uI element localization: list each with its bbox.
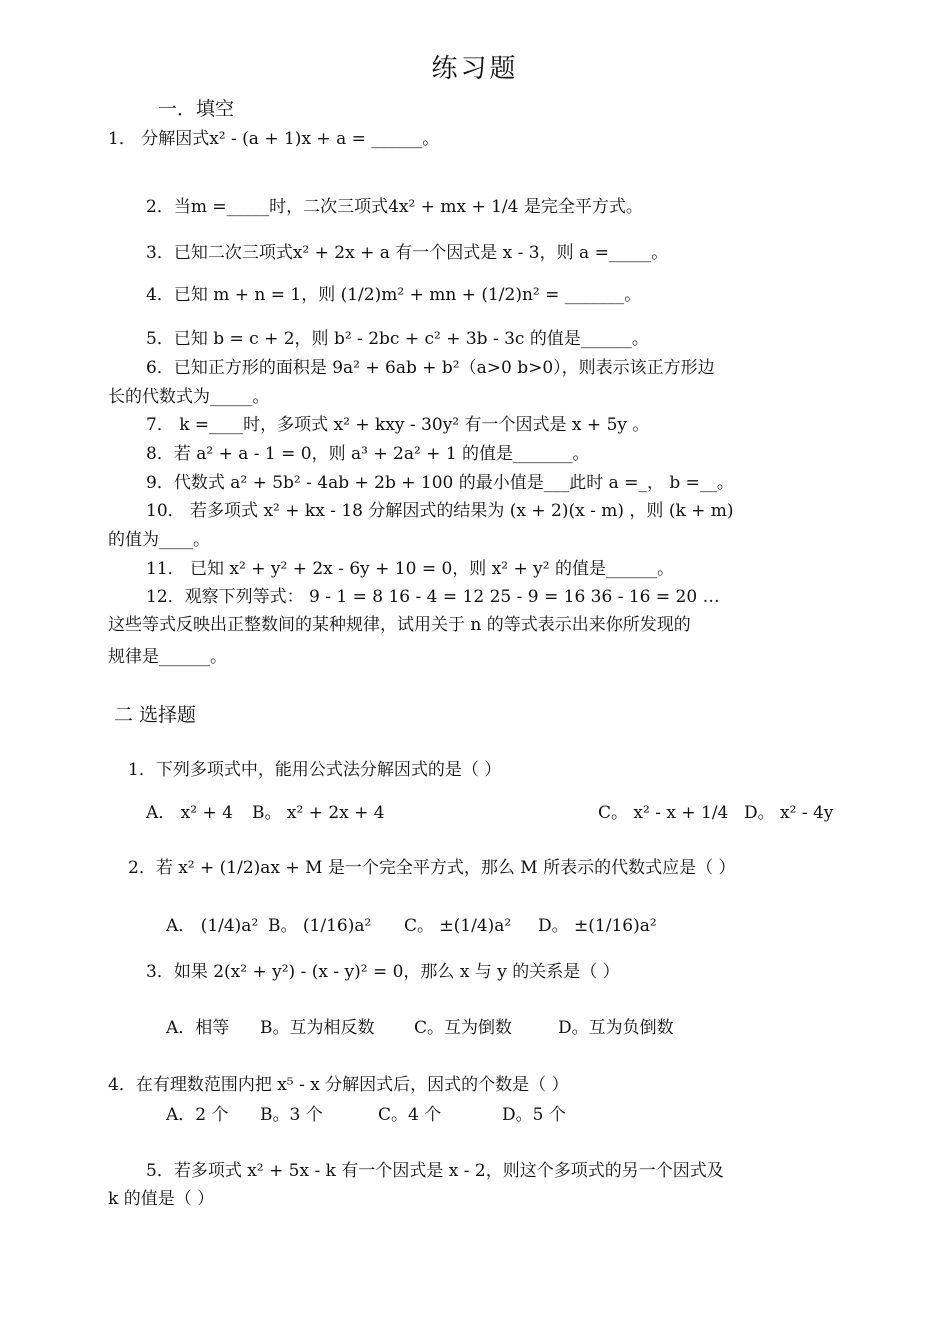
choice-3-option-c: C。互为倒数 — [414, 1018, 513, 1038]
question-11: 11． 已知 x² + y² + 2x - 6y + 10 = 0，则 x² + y² 的值是______。 — [146, 559, 674, 579]
question-4: 4．已知 m + n = 1，则 (1/2)m² + mn + (1/2)n² = _______。 — [146, 285, 642, 305]
choice-4-option-d: D。5 个 — [502, 1105, 566, 1125]
choice-4-option-a: A．2 个 — [166, 1105, 229, 1125]
question-6-line-1: 6．已知正方形的面积是 9a² + 6ab + b²（a>0 b>0），则表示该正方形边 — [146, 358, 715, 378]
question-6-line-2: 长的代数式为_____。 — [108, 387, 270, 407]
question-7: 7． k =____时，多项式 x² + kxy - 30y² 有一个因式是 x + 5y 。 — [146, 415, 650, 435]
question-10-line-2: 的值为____。 — [108, 530, 210, 550]
choice-2-option-b: B。 (1/16)a² — [268, 916, 372, 936]
question-3: 3．已知二次三项式x² + 2x + a 有一个因式是 x - 3，则 a =_____。 — [146, 243, 669, 263]
choice-question-5-line-2: k 的值是（ ） — [108, 1189, 215, 1209]
choice-3-option-b: B。互为相反数 — [260, 1018, 375, 1038]
document-title: 练习题 — [431, 54, 519, 84]
choice-question-5-line-1: 5．若多项式 x² + 5x - k 有一个因式是 x - 2，则这个多项式的另一个因式及 — [146, 1161, 724, 1181]
choice-4-option-c: C。4 个 — [378, 1105, 442, 1125]
choice-3-option-d: D。互为负倒数 — [558, 1018, 674, 1038]
choice-2-option-c: C。 ±(1/4)a² — [404, 916, 512, 936]
question-12-line-3: 规律是______。 — [108, 647, 227, 667]
choice-1-option-c: C。 x² - x + 1/4 — [598, 803, 729, 823]
choice-question-4: 4．在有理数范围内把 x⁵ - x 分解因式后，因式的个数是（ ） — [108, 1075, 569, 1095]
question-1: 1． 分解因式x² - (a + 1)x + a = ______。 — [108, 129, 440, 149]
section-heading-choice: 二 选择题 — [114, 704, 197, 726]
choice-2-option-a: A． (1/4)a² — [166, 916, 259, 936]
question-9: 9．代数式 a² + 5b² - 4ab + 2b + 100 的最小值是___此时 a =_， b =__。 — [146, 473, 734, 493]
choice-1-option-a: A． x² + 4 — [146, 803, 233, 823]
choice-4-option-b: B。3 个 — [260, 1105, 323, 1125]
question-12-line-2: 这些等式反映出正整数间的某种规律，试用关于 n 的等式表示出来你所发现的 — [108, 615, 691, 635]
choice-question-3: 3．如果 2(x² + y²) - (x - y)² = 0，那么 x 与 y 的关系是（ ） — [146, 962, 620, 982]
question-5: 5．已知 b = c + 2，则 b² - 2bc + c² + 3b - 3c 的值是______。 — [146, 329, 649, 349]
choice-question-1: 1．下列多项式中，能用公式法分解因式的是（ ） — [128, 760, 502, 780]
section-heading-fill-blank: 一．填空 — [158, 98, 235, 120]
choice-1-option-b: B。 x² + 2x + 4 — [252, 803, 385, 823]
choice-2-option-d: D。 ±(1/16)a² — [538, 916, 657, 936]
question-8: 8．若 a² + a - 1 = 0，则 a³ + 2a² + 1 的值是_______。 — [146, 444, 590, 464]
choice-3-option-a: A．相等 — [166, 1018, 230, 1038]
choice-question-2: 2．若 x² + (1/2)ax + M 是一个完全平方式，那么 M 所表示的代数式应是（ ） — [128, 858, 736, 878]
question-10-line-1: 10． 若多项式 x² + kx - 18 分解因式的结果为 (x + 2)(x - m) ，则 (k + m) — [146, 501, 734, 521]
choice-1-option-d: D。 x² - 4y — [744, 803, 834, 823]
question-2: 2．当m =_____时，二次三项式4x² + mx + 1/4 是完全平方式。 — [146, 197, 643, 217]
question-12-line-1: 12．观察下列等式： 9 - 1 = 8 16 - 4 = 12 25 - 9 = 16 36 - 16 = 20 … — [146, 587, 720, 607]
